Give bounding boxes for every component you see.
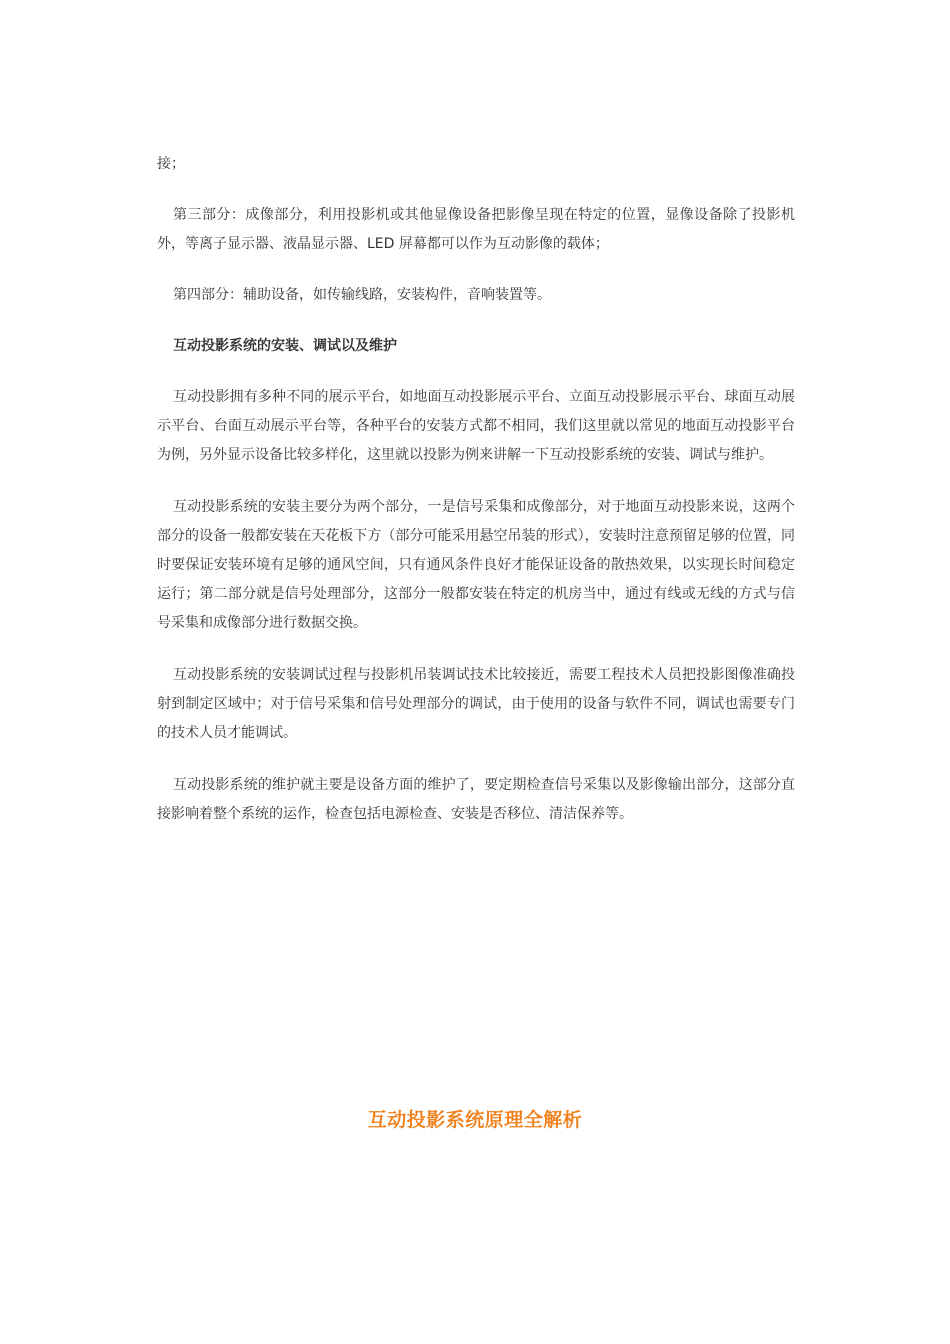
paragraph-installation: 互动投影系统的安装主要分为两个部分，一是信号采集和成像部分，对于地面互动投影来说，这两个部分的设备一般都安装在天花板下方（部分可能采用悬空吊装的形式），安装时注意预留足够的位置，同时要保证安装环境有足够的通风空间，只有通风条件良好才能保证设备的散热效果，以实现长时间稳定运行；第二部分就是信号处理部分，这部分一般都安装在特定的机房当中，通过有线或无线的方式与信号采集和成像部分进行数据交换。: [157, 499, 795, 631]
paragraph-continuation: 接；: [157, 156, 185, 172]
document-body: [157, 150, 795, 829]
paragraph-debugging: 互动投影系统的安装调试过程与投影机吊装调试技术比较接近，需要工程技术人员把投影图像准确投射到制定区域中；对于信号采集和信号处理部分的调试，由于使用的设备与软件不同，调试也需要专门的技术人员才能调试。: [157, 667, 795, 741]
paragraph-maintenance: 互动投影系统的维护就主要是设备方面的维护了，要定期检查信号采集以及影像输出部分，这部分直接影响着整个系统的运作，检查包括电源检查、安装是否移位、清洁保养等。: [157, 777, 795, 822]
footer-title: 互动投影系统原理全解析: [367, 1109, 583, 1131]
section-heading: 互动投影系统的安装、调试以及维护: [173, 338, 397, 354]
paragraph-platforms: 互动投影拥有多种不同的展示平台，如地面互动投影展示平台、立面互动投影展示平台、球面互动展示平台、台面互动展示平台等，各种平台的安装方式都不相同，我们这里就以常见的地面互动投影平台为例，另外显示设备比较多样化，这里就以投影为例来讲解一下互动投影系统的安装、调试与维护。: [157, 389, 795, 463]
paragraph-part-three: 第三部分：成像部分，利用投影机或其他显像设备把影像呈现在特定的位置，显像设备除了投影机外，等离子显示器、液晶显示器、LED 屏幕都可以作为互动影像的载体；: [157, 207, 795, 252]
paragraph-part-four: 第四部分：辅助设备，如传输线路，安装构件，音响装置等。: [173, 287, 551, 303]
